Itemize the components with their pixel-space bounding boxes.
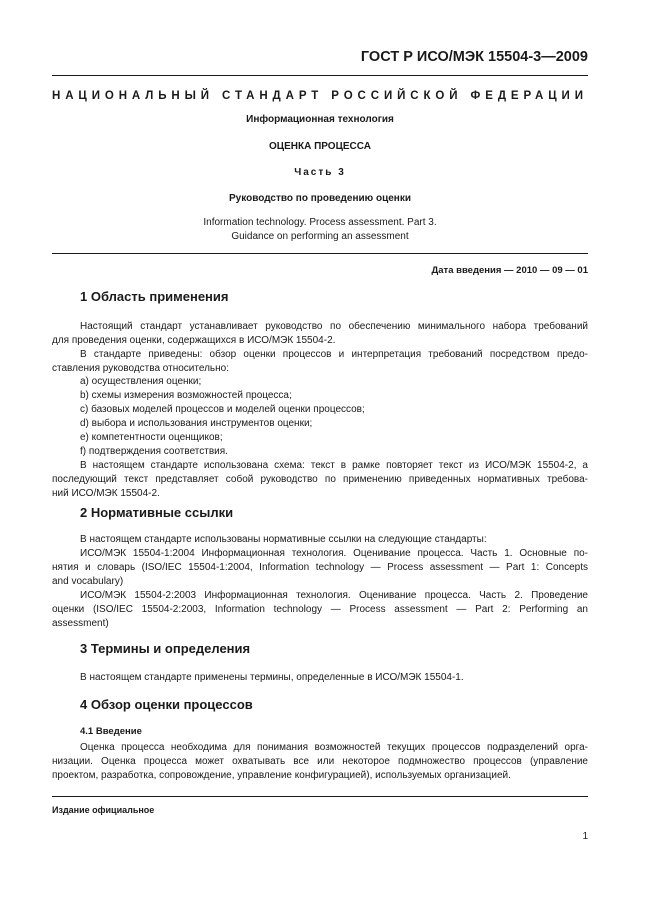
section-4-paragraph-1-line-1: Оценка процесса необходима для понимания возможностей текущих процессов подразделений орга- [80,742,588,753]
reference-2-line-1: ИСО/МЭК 15504-2:2003 Информационная технология. Оценивание процесса. Часть 2. Проведение [80,590,588,601]
section-4-heading: 4 Обзор оценки процессов [80,697,253,712]
part-title: Часть 3 [294,167,346,178]
list-item: e) компетентности оценщиков; [80,432,223,443]
section-1-paragraph-2-line-2: ставления руководства относительно: [52,363,230,374]
footer-rule [52,796,588,797]
english-title-line-1: Information technology. Process assessment. Part 3. [203,217,437,228]
introduction-date: Дата введения — 2010 — 09 — 01 [431,265,588,276]
list-item: b) схемы измерения возможностей процесса; [80,390,292,401]
section-1-paragraph-2-line-1: В стандарте приведены: обзор оценки процессов и интерпретация требований посредством предо- [80,349,588,360]
section-3-heading: 3 Термины и определения [80,641,251,656]
section-4-paragraph-1-line-2: низации. Оценка процесса может охватывать все или некоторое подмножество процессов (управление [52,756,588,767]
english-title-line-2: Guidance on performing an assessment [231,231,409,242]
list-item: d) выбора и использования инструментов оценки; [80,418,313,429]
reference-1-line-2: нятия и словарь (ISO/IEC 15504-1:2004, Information technology — Process assessment — Part 1: Concepts [52,562,588,573]
section-1-paragraph-3-line-2: последующий текст представляет собой руководство по применению приведенных нормативных требова- [52,474,588,485]
title-rule [52,253,588,254]
standard-banner: НАЦИОНАЛЬНЫЙ СТАНДАРТ РОССИЙСКОЙ ФЕДЕРАЦИИ [52,90,588,102]
section-1-paragraph-1-line-2: для проведения оценки, содержащихся в ИСО/МЭК 15504-2. [52,335,336,346]
section-1-paragraph-3-line-1: В настоящем стандарте использована схема: текст в рамке повторяет текст из ИСО/МЭК 15504-2, а [80,460,588,471]
document-code: ГОСТ Р ИСО/МЭК 15504-3—2009 [360,49,588,65]
section-1-paragraph-3-line-3: ний ИСО/МЭК 15504-2. [52,488,160,499]
reference-1-line-1: ИСО/МЭК 15504-1:2004 Информационная технология. Оценивание процесса. Часть 1. Основные по- [80,548,588,559]
section-2-paragraph-1: В настоящем стандарте использованы нормативные ссылки на следующие стандарты: [80,534,487,545]
section-4-paragraph-1-line-3: проектом, разработка, сопровождение, управление конфигурацией), используемых организацией. [52,770,511,781]
official-edition-label: Издание официальное [52,805,155,815]
page-number: 1 [582,831,588,842]
reference-2-line-2: оценки (ISO/IEC 15504-2:2003, Information technology — Process assessment — Part 2: Performing an [52,604,588,615]
subsection-4-1-heading: 4.1 Введение [80,726,142,737]
section-1-heading: 1 Область применения [80,289,229,304]
section-1-paragraph-1-line-1: Настоящий стандарт устанавливает руководство по обеспечению минимального набора требований [80,321,588,332]
header-rule [52,75,588,76]
section-2-heading: 2 Нормативные ссылки [80,505,234,520]
subtitle: Руководство по проведению оценки [229,193,411,204]
reference-1-line-3: and vocabulary) [52,576,124,587]
reference-2-line-3: assessment) [52,618,109,629]
section-3-paragraph-1: В настоящем стандарте применены термины, определенные в ИСО/МЭК 15504-1. [80,672,464,683]
list-item: a) осуществления оценки; [80,376,202,387]
list-item: c) базовых моделей процессов и моделей оценки процессов; [80,404,365,415]
domain-title: Информационная технология [246,114,394,125]
list-item: f) подтверждения соответствия. [80,446,228,457]
main-title: ОЦЕНКА ПРОЦЕССА [269,141,371,152]
